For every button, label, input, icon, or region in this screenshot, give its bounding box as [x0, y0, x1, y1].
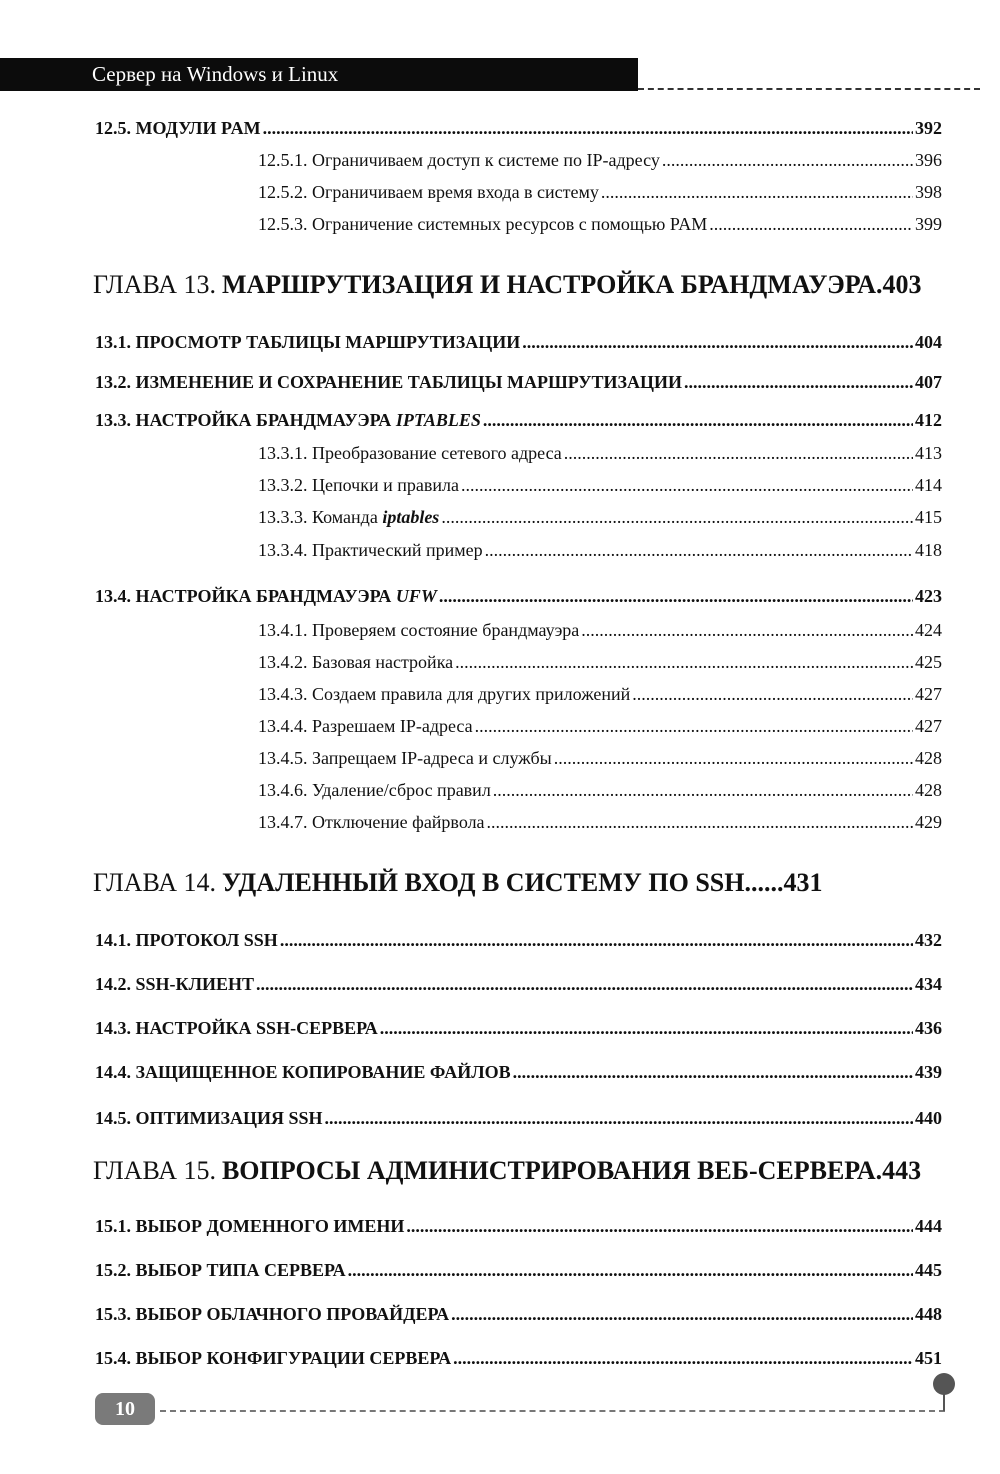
subsection-entry[interactable] — [258, 507, 942, 528]
subsection-entry[interactable] — [258, 716, 942, 737]
entry-text: 13.4.3. Создаем правила для других приложений — [258, 684, 631, 704]
page-number: 407 — [915, 372, 942, 392]
section-entry[interactable] — [95, 410, 942, 431]
page-number: 439 — [915, 1062, 942, 1082]
entry-text: 15.3. ВЫБОР ОБЛАЧНОГО ПРОВАЙДЕРА — [95, 1304, 450, 1324]
page-number: 432 — [915, 930, 942, 950]
leader-dots — [280, 930, 913, 951]
entry-text: 14.2. SSH-КЛИЕНТ — [95, 974, 254, 994]
page-number: 445 — [915, 1260, 942, 1280]
page-number: 413 — [915, 443, 942, 463]
entry-text: 13.4. НАСТРОЙКА БРАНДМАУЭРА — [95, 586, 396, 606]
entry-label — [258, 620, 579, 641]
entry-text: 14.5. ОПТИМИЗАЦИЯ SSH — [95, 1108, 323, 1128]
leader-dots — [632, 684, 913, 705]
leader-dots — [483, 410, 913, 431]
entry-text: 15.1. ВЫБОР ДОМЕННОГО ИМЕНИ — [95, 1216, 405, 1236]
page-number: 427 — [915, 684, 942, 704]
entry-label — [95, 586, 437, 607]
section-entry[interactable] — [95, 1348, 942, 1369]
entry-text: 13.3.2. Цепочки и правила — [258, 475, 459, 495]
entry-text: 15.4. ВЫБОР КОНФИГУРАЦИИ СЕРВЕРА — [95, 1348, 452, 1368]
subsection-entry[interactable] — [258, 182, 942, 203]
entry-text: 13.4.2. Базовая настройка — [258, 652, 454, 672]
section-entry[interactable] — [95, 1304, 942, 1325]
page-number: 451 — [915, 1348, 942, 1368]
section-entry[interactable] — [95, 1108, 942, 1129]
entry-text: 12.5.2. Ограничиваем время входа в систему — [258, 182, 599, 202]
leader-dots — [662, 150, 913, 171]
leader-dots — [451, 1304, 913, 1325]
entry-label — [95, 1108, 323, 1129]
entry-label — [258, 475, 459, 496]
header-dotted-rule — [638, 88, 980, 90]
page-number: 398 — [915, 182, 942, 202]
entry-label — [95, 1304, 449, 1325]
entry-label — [258, 716, 473, 737]
entry-text: 15.2. ВЫБОР ТИПА СЕРВЕРА — [95, 1260, 346, 1280]
page-number: 443 — [882, 1156, 922, 1185]
section-entry[interactable] — [95, 1216, 942, 1237]
entry-label — [95, 930, 278, 951]
page-number: 399 — [915, 214, 942, 234]
entry-label — [95, 1260, 346, 1281]
entry-label — [258, 684, 630, 705]
page-number: 423 — [915, 586, 942, 606]
entry-text: 13.4.5. Запрещаем IP-адреса и службы — [258, 748, 552, 768]
leader-dots — [493, 780, 913, 801]
page-number: 448 — [915, 1304, 942, 1324]
entry-label — [93, 868, 783, 898]
footer-dot-ornament — [933, 1373, 955, 1395]
chapter-entry[interactable] — [93, 1156, 942, 1186]
entry-text: 13.4.6. Удаление/сброс правил — [258, 780, 491, 800]
entry-italic-term: UFW — [395, 586, 437, 606]
page-number: 392 — [915, 118, 942, 138]
subsection-entry[interactable] — [258, 443, 942, 464]
leader-dots — [475, 716, 913, 737]
subsection-entry[interactable] — [258, 812, 942, 833]
entry-text: 14.1. ПРОТОКОЛ SSH — [95, 930, 278, 950]
leader-dots — [522, 332, 913, 353]
entry-label — [258, 748, 552, 769]
page-number: 404 — [915, 332, 942, 352]
entry-label — [258, 214, 707, 235]
leader-dots — [453, 1348, 913, 1369]
leader-dots — [513, 1062, 913, 1083]
section-entry[interactable] — [95, 974, 942, 995]
entry-label — [258, 182, 599, 203]
footer-dotted-rule — [160, 1410, 945, 1412]
entry-text: 13.4.4. Разрешаем IP-адреса — [258, 716, 473, 736]
entry-text: 13.3.4. Практический пример — [258, 540, 483, 560]
page-number-badge: 10 — [95, 1393, 155, 1425]
chapter-entry[interactable] — [93, 270, 942, 300]
leader-dots — [564, 443, 913, 464]
page-number: 414 — [915, 475, 942, 495]
page-number: 440 — [915, 1108, 942, 1128]
section-entry[interactable] — [95, 332, 942, 353]
subsection-entry[interactable] — [258, 620, 942, 641]
entry-label — [95, 410, 481, 431]
section-entry[interactable] — [95, 118, 942, 139]
subsection-entry[interactable] — [258, 748, 942, 769]
entry-label — [95, 1348, 451, 1369]
chapter-title: УДАЛЕННЫЙ ВХОД В СИСТЕМУ ПО SSH...... — [221, 868, 784, 897]
leader-dots — [461, 475, 913, 496]
subsection-entry[interactable] — [258, 540, 942, 561]
leader-dots — [601, 182, 913, 203]
subsection-entry[interactable] — [258, 150, 942, 171]
section-entry[interactable] — [95, 1062, 942, 1083]
page-number: 434 — [915, 974, 942, 994]
page-number: 431 — [783, 868, 823, 897]
chapter-number: ГЛАВА 14. — [93, 868, 216, 897]
leader-dots — [439, 586, 913, 607]
page-number: 427 — [915, 716, 942, 736]
footer-dot-stem — [943, 1394, 945, 1411]
entry-text: 12.5.3. Ограничение системных ресурсов с помощью PAM — [258, 214, 708, 234]
leader-dots — [485, 540, 913, 561]
entry-text: 13.3.3. Команда — [258, 507, 383, 527]
entry-text: 13.4.7. Отключение файрвола — [258, 812, 485, 832]
entry-label — [258, 540, 483, 561]
entry-text: 14.3. НАСТРОЙКА SSH-СЕРВЕРА — [95, 1018, 378, 1038]
leader-dots — [487, 812, 913, 833]
entry-label — [95, 974, 254, 995]
entry-label — [95, 1062, 511, 1083]
entry-text: 13.1. ПРОСМОТР ТАБЛИЦЫ МАРШРУТИЗАЦИИ — [95, 332, 521, 352]
subsection-entry[interactable] — [258, 684, 942, 705]
entry-label — [258, 812, 485, 833]
page-number: 429 — [915, 812, 942, 832]
leader-dots — [406, 1216, 913, 1237]
leader-dots — [380, 1018, 913, 1039]
page-number: 396 — [915, 150, 942, 170]
entry-text: 14.4. ЗАЩИЩЕННОЕ КОПИРОВАНИЕ ФАЙЛОВ — [95, 1062, 511, 1082]
chapter-title: МАРШРУТИЗАЦИЯ И НАСТРОЙКА БРАНДМАУЭРА. — [221, 270, 883, 299]
subsection-entry[interactable] — [258, 780, 942, 801]
entry-label — [95, 118, 261, 139]
entry-label — [258, 507, 439, 528]
subsection-entry[interactable] — [258, 475, 942, 496]
entry-label — [258, 652, 453, 673]
page-number: 428 — [915, 748, 942, 768]
leader-dots — [554, 748, 913, 769]
entry-text: 13.2. ИЗМЕНЕНИЕ И СОХРАНЕНИЕ ТАБЛИЦЫ МАРШРУТИЗАЦИИ — [95, 372, 682, 392]
entry-label — [95, 1216, 404, 1237]
entry-text: 13.3. НАСТРОЙКА БРАНДМАУЭРА — [95, 410, 396, 430]
page-number: 425 — [915, 652, 942, 672]
entry-label — [258, 443, 562, 464]
page-number: 428 — [915, 780, 942, 800]
entry-text: 13.4.1. Проверяем состояние брандмауэра — [258, 620, 580, 640]
subsection-entry[interactable] — [258, 214, 942, 235]
entry-italic-term: iptables — [382, 507, 440, 527]
entry-label — [93, 1156, 882, 1186]
chapter-entry[interactable] — [93, 868, 942, 898]
entry-label — [93, 270, 883, 300]
section-entry[interactable] — [95, 1260, 942, 1281]
section-entry[interactable] — [95, 372, 942, 393]
leader-dots — [455, 652, 913, 673]
page-number: 403 — [882, 270, 922, 299]
page-number: 424 — [915, 620, 942, 640]
section-entry[interactable] — [95, 586, 942, 607]
leader-dots — [441, 507, 913, 528]
leader-dots — [325, 1108, 913, 1129]
entry-label — [95, 372, 682, 393]
chapter-number: ГЛАВА 15. — [93, 1156, 216, 1185]
page-number: 415 — [915, 507, 942, 527]
entry-label — [95, 332, 520, 353]
entry-label — [258, 780, 491, 801]
entry-text: 13.3.1. Преобразование сетевого адреса — [258, 443, 562, 463]
entry-text: 12.5.1. Ограничиваем доступ к системе по IP-адресу — [258, 150, 660, 170]
subsection-entry[interactable] — [258, 652, 942, 673]
chapter-number: ГЛАВА 13. — [93, 270, 216, 299]
leader-dots — [684, 372, 913, 393]
leader-dots — [709, 214, 913, 235]
page-number: 436 — [915, 1018, 942, 1038]
chapter-title: ВОПРОСЫ АДМИНИСТРИРОВАНИЯ ВЕБ-СЕРВЕРА. — [221, 1156, 883, 1185]
page-number: 444 — [915, 1216, 942, 1236]
leader-dots — [263, 118, 913, 139]
page-number: 412 — [915, 410, 942, 430]
entry-text: 12.5. МОДУЛИ PAM — [95, 118, 261, 138]
leader-dots — [256, 974, 913, 995]
entry-label — [258, 150, 660, 171]
page-number: 418 — [915, 540, 942, 560]
running-header-title: Сервер на Windows и Linux — [92, 62, 339, 86]
entry-italic-term: IPTABLES — [395, 410, 481, 430]
section-entry[interactable] — [95, 1018, 942, 1039]
entry-label — [95, 1018, 378, 1039]
leader-dots — [348, 1260, 913, 1281]
leader-dots — [581, 620, 913, 641]
section-entry[interactable] — [95, 930, 942, 951]
